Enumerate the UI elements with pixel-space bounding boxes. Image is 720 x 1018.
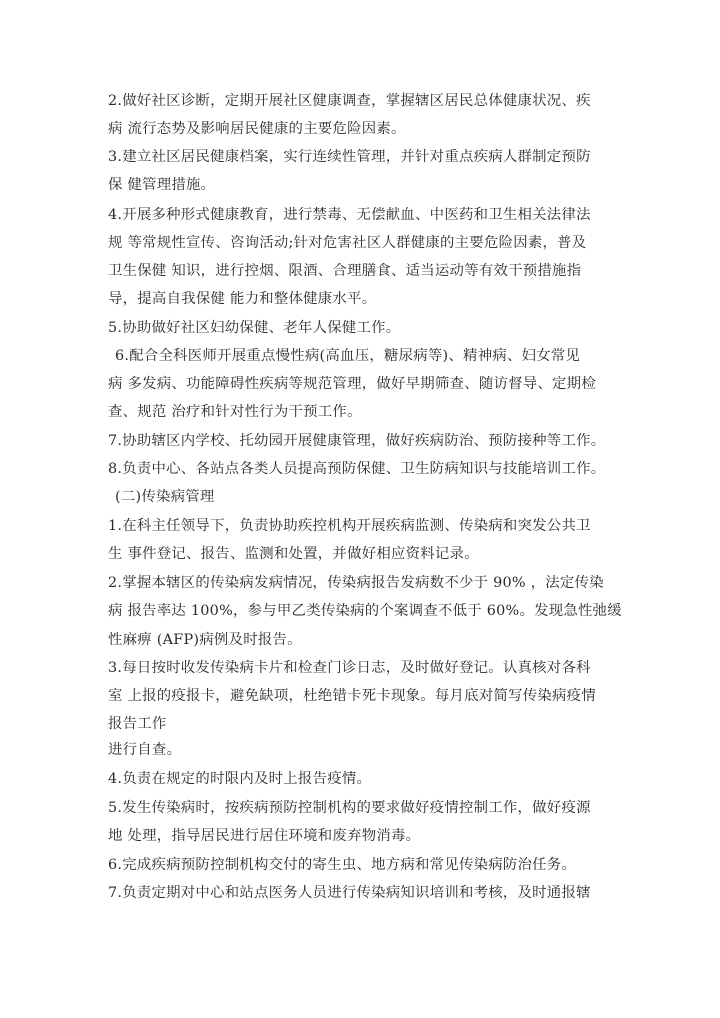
text-line: 地 处理，指导居民进行居住环境和废弃物消毒。 bbox=[108, 828, 421, 844]
text-line: 病 流行态势及影响居民健康的主要危险因素。 bbox=[108, 121, 406, 137]
text-line: 2.掌握本辖区的传染病发病情况，传染病报告发病数不少于 90% ，法定传染 bbox=[108, 575, 604, 591]
text-line: 进行自查。 bbox=[108, 742, 182, 758]
text-line: 2.做好社区诊断，定期开展社区健康调查，掌握辖区居民总体健康状况、疾 bbox=[108, 93, 591, 109]
text-line: 卫生保健 知识，进行控烟、限酒、合理膳食、适当运动等有效干预措施指 bbox=[108, 263, 582, 279]
text-line: 6.配合全科医师开展重点慢性病(高血压，糖尿病等)、精神病、妇女常见 bbox=[115, 348, 581, 364]
text-line: 报告工作 bbox=[108, 716, 167, 732]
text-line: 3.每日按时收发传染病卡片和检查门诊日志，及时做好登记。认真核对各科 bbox=[108, 660, 591, 676]
section-heading: (二)传染病管理 bbox=[115, 489, 215, 505]
text-line: 规 等常规性宣传、咨询活动;针对危害社区人群健康的主要危险因素，普及 bbox=[108, 235, 587, 251]
text-line: 查、规范 治疗和针对性行为干预工作。 bbox=[108, 404, 362, 420]
text-line: 性麻痹 (AFP)病例及时报告。 bbox=[108, 632, 302, 648]
text-line: 5.发生传染病时，按疾病预防控制机构的要求做好疫情控制工作，做好疫源 bbox=[108, 800, 591, 816]
text-line: 导，提高自我保健 能力和整体健康水平。 bbox=[108, 291, 377, 307]
text-line: 4.开展多种形式健康教育，进行禁毒、无偿献血、中医药和卫生相关法律法 bbox=[108, 207, 591, 223]
text-line: 病 报告率达 100%，参与甲乙类传染病的个案调查不低于 60%。发现急性弛缓 bbox=[108, 603, 622, 619]
text-line: 6.完成疾病预防控制机构交付的寄生虫、地方病和常见传染病防治任务。 bbox=[108, 857, 577, 873]
text-line: 病 多发病、功能障碍性疾病等规范管理，做好早期筛查、随访督导、定期检 bbox=[108, 376, 596, 392]
text-line: 3.建立社区居民健康档案，实行连续性管理，并针对重点疾病人群制定预防 bbox=[108, 149, 591, 165]
text-line: 7.协助辖区内学校、托幼园开展健康管理，做好疾病防治、预防接种等工作。 bbox=[108, 433, 606, 449]
text-line: 4.负责在规定的时限内及时上报告疫情。 bbox=[108, 771, 372, 787]
text-line: 7.负责定期对中心和站点医务人员进行传染病知识培训和考核，及时通报辖 bbox=[108, 885, 591, 901]
text-line: 8.负责中心、各站点各类人员提高预防保健、卫生防病知识与技能培训工作。 bbox=[108, 461, 606, 477]
text-line: 1.在科主任领导下，负责协助疾控机构开展疾病监测、传染病和突发公共卫 bbox=[108, 518, 591, 534]
text-line: 生 事件登记、报告、监测和处置，并做好相应资料记录。 bbox=[108, 546, 479, 562]
text-line: 室 上报的疫报卡，避免缺项，杜绝错卡死卡现象。每月底对简写传染病疫情 bbox=[108, 688, 596, 704]
text-line: 5.协助做好社区妇幼保健、老年人保健工作。 bbox=[108, 320, 401, 336]
text-line: 保 健管理措施。 bbox=[108, 177, 216, 193]
